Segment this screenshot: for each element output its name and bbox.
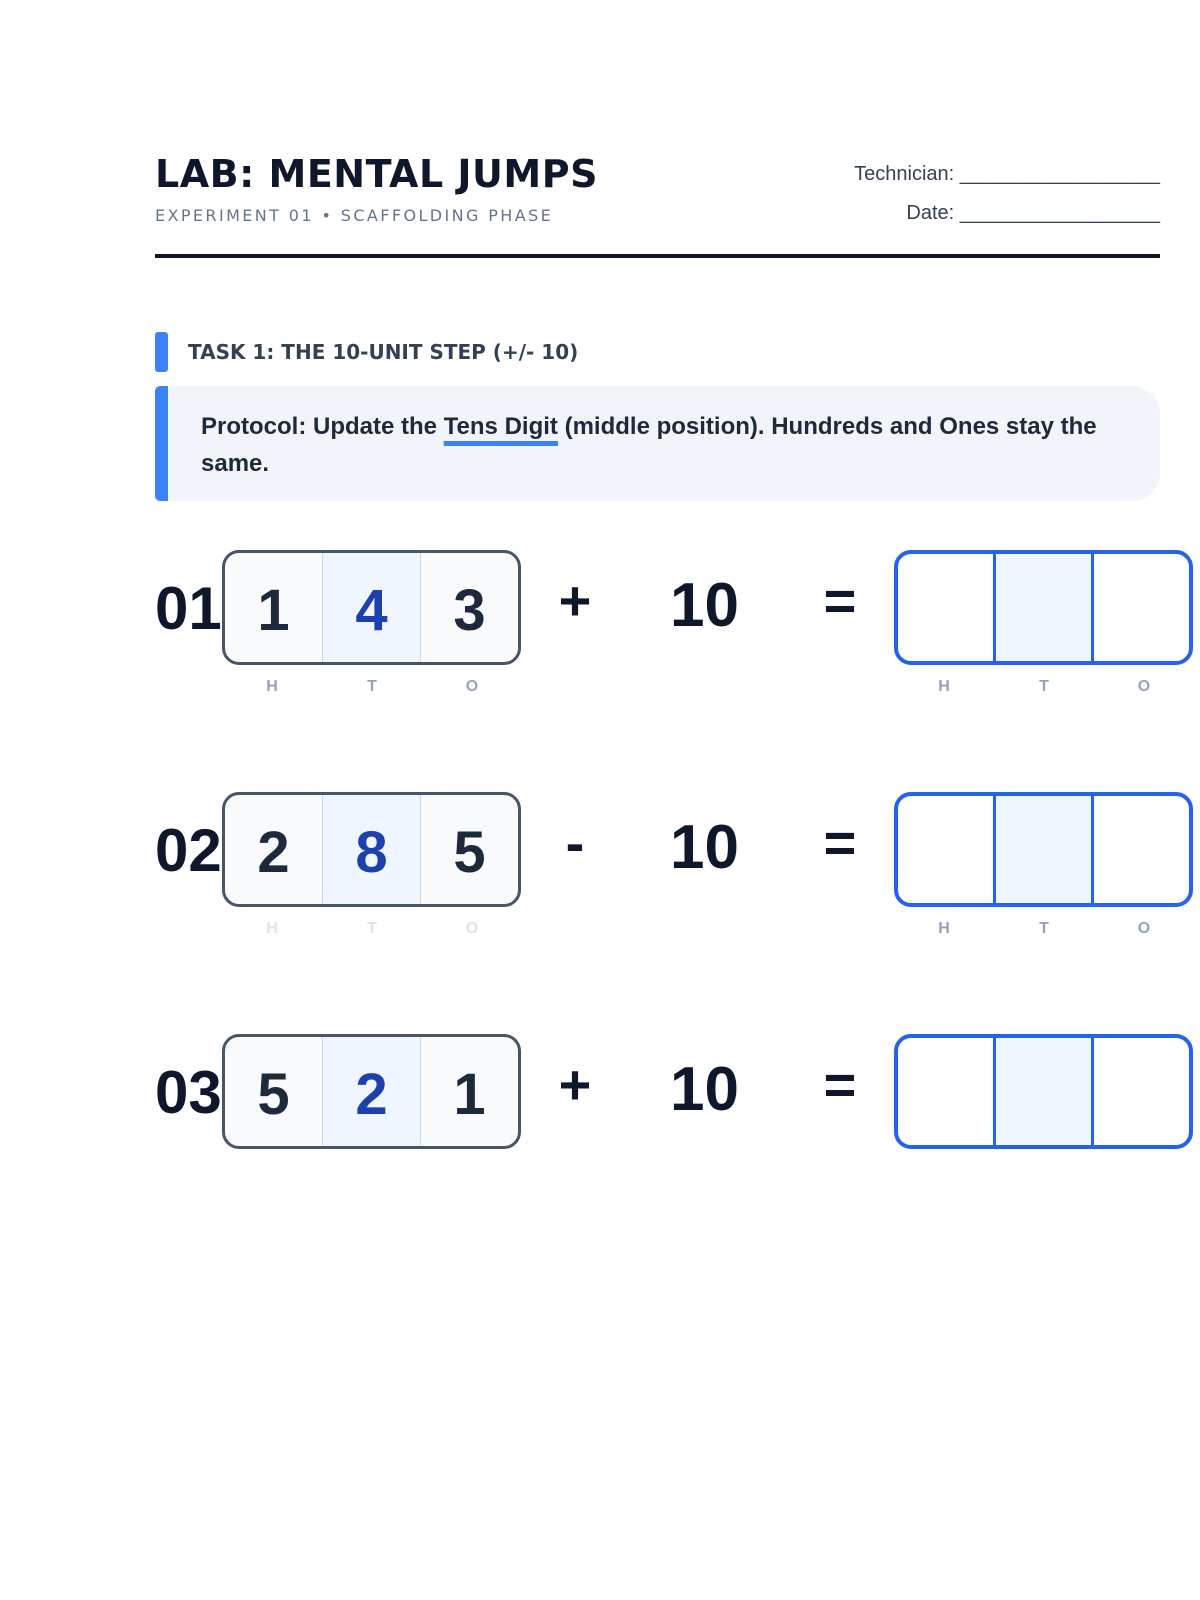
answer-hundreds-cell[interactable] [898,1038,993,1145]
place-labels [222,920,522,938]
ones-label: O [1137,678,1151,695]
given-number-box [222,1034,521,1149]
problem-number: 02 [155,817,222,884]
equals-sign: = [823,569,857,632]
equals-sign: = [823,1053,857,1116]
date-field[interactable]: Date: __________________ [906,202,1160,224]
operand: 10 [670,1055,739,1124]
tens-label: T [367,678,377,695]
ones-digit: 3 [453,578,486,643]
given-number-box [222,792,521,907]
ones-label: O [465,920,479,937]
task-title: TASK 1: THE 10-UNIT STEP (+/- 10) [188,340,579,364]
operator: + [558,569,592,632]
answer-ones-cell[interactable] [1094,554,1189,661]
given-number-box [222,550,521,665]
problem-row [155,550,1195,730]
protocol-note [155,386,1160,501]
tens-label: T [367,920,377,937]
hundreds-label: H [266,678,278,695]
hundreds-label: H [938,678,950,695]
ones-label: O [465,678,479,695]
problem-row [155,792,1195,972]
page-subtitle: EXPERIMENT 01 • SCAFFOLDING PHASE [155,206,554,225]
answer-box[interactable] [894,550,1193,665]
tens-digit: 8 [322,795,421,904]
answer-place-labels [894,920,1194,938]
tens-label: T [1039,920,1049,937]
operator: + [558,1053,592,1116]
task-heading [155,332,855,372]
answer-tens-cell[interactable] [993,796,1094,903]
tens-digit: 4 [322,553,421,662]
answer-box[interactable] [894,792,1193,907]
tens-digit: 2 [322,1037,421,1146]
hundreds-digit: 1 [257,578,290,643]
ones-label: O [1137,920,1151,937]
answer-ones-cell[interactable] [1094,796,1189,903]
hundreds-label: H [266,920,278,937]
problem-number: 01 [155,575,222,642]
answer-box[interactable] [894,1034,1193,1149]
hundreds-digit: 2 [257,820,290,885]
tens-label: T [1039,678,1049,695]
hundreds-label: H [938,920,950,937]
ones-digit: 5 [453,820,486,885]
equals-sign: = [823,811,857,874]
answer-tens-cell[interactable] [993,1038,1094,1145]
page-title: LAB: MENTAL JUMPS [155,152,598,196]
protocol-text-start: Protocol: Update the [201,413,444,440]
hundreds-digit: 5 [257,1062,290,1127]
operator: - [565,811,585,874]
problem-row [155,1034,1195,1214]
protocol-highlight: Tens Digit [443,413,558,440]
answer-tens-cell[interactable] [993,554,1094,661]
answer-ones-cell[interactable] [1094,1038,1189,1145]
operand: 10 [670,813,739,882]
operand: 10 [670,571,739,640]
answer-hundreds-cell[interactable] [898,554,993,661]
place-labels [222,678,522,696]
ones-digit: 1 [453,1062,486,1127]
technician-field[interactable]: Technician: __________________ [854,163,1160,185]
problem-number: 03 [155,1059,222,1126]
task-accent-bar [155,332,168,372]
answer-hundreds-cell[interactable] [898,796,993,903]
worksheet-header [155,150,1160,258]
answer-place-labels [894,678,1194,696]
protocol-text-end: (middle position). Hundreds and Ones stay the same. [201,413,1097,477]
